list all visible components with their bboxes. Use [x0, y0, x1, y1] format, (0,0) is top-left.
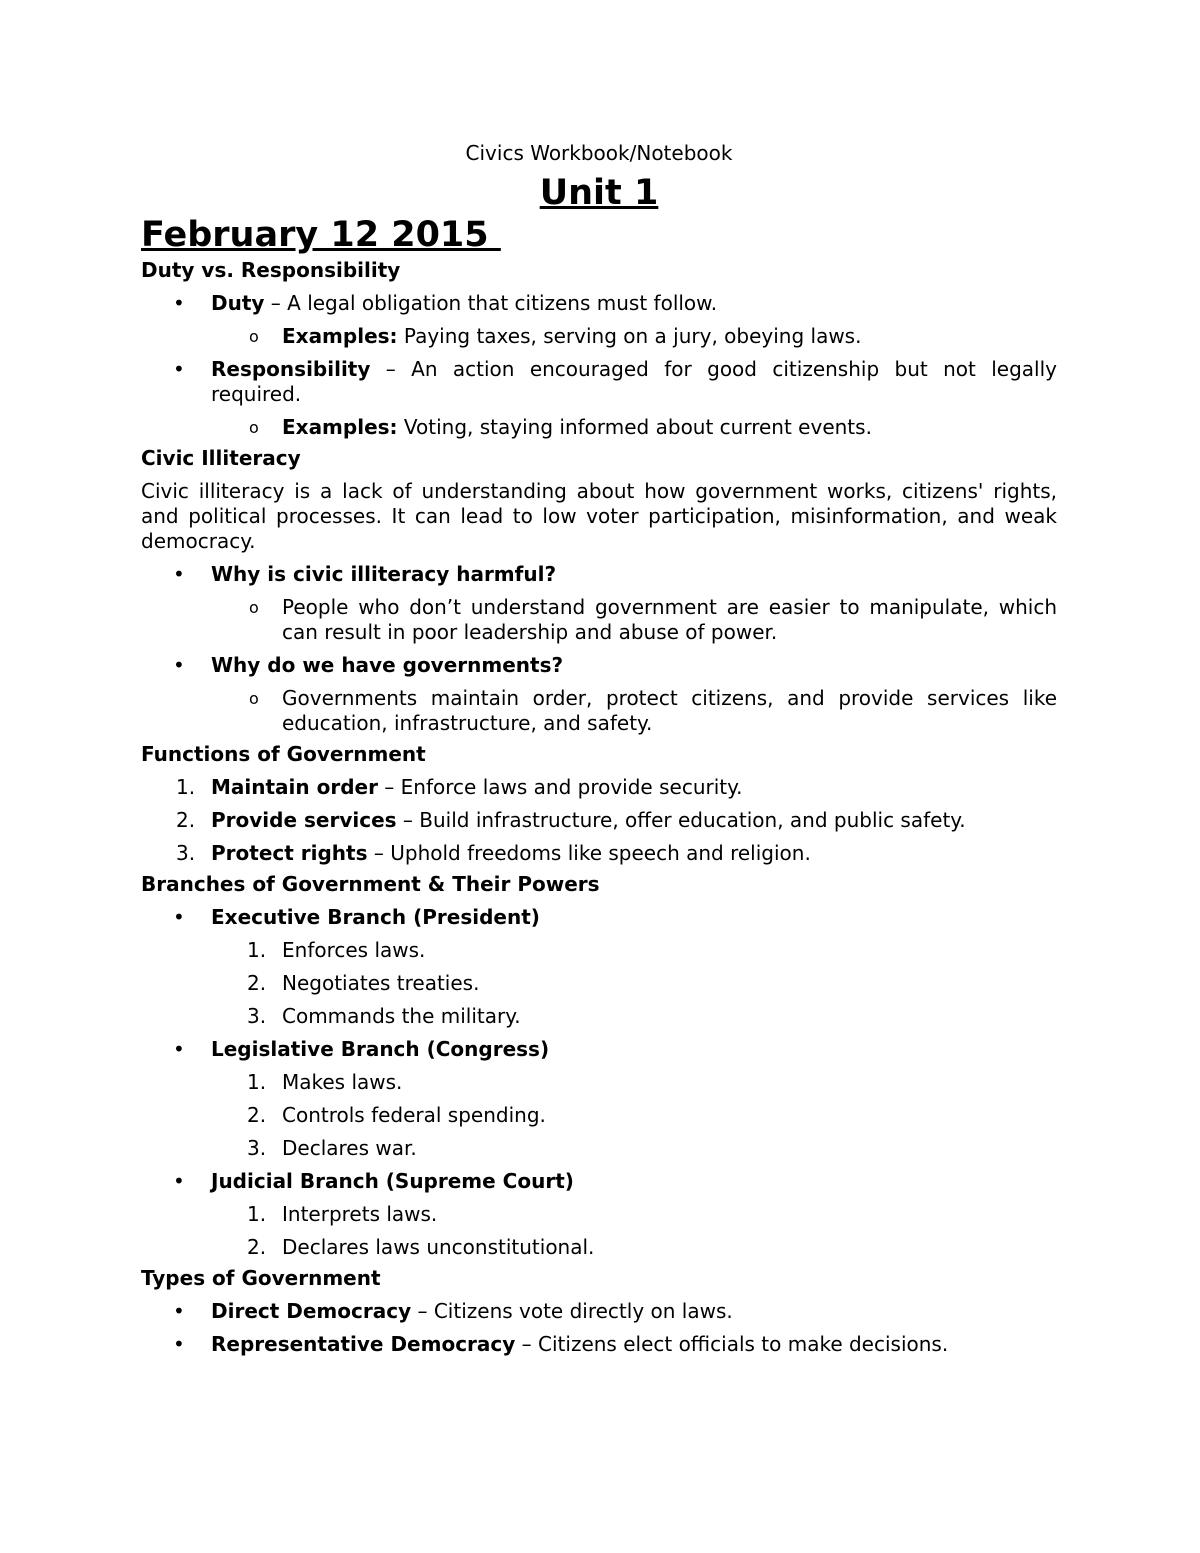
term: Duty: [211, 291, 265, 315]
number-marker: 2.: [247, 971, 267, 995]
power-item: [141, 971, 1057, 996]
branches-list: [141, 905, 1057, 1260]
list-item: [141, 653, 1057, 736]
number-marker: 1.: [247, 938, 267, 962]
power-text: Declares war.: [282, 1136, 417, 1160]
document-title: Civics Workbook/Notebook: [465, 141, 733, 165]
term: Protect rights: [211, 841, 368, 865]
number-marker: 1.: [247, 1202, 267, 1226]
sub-list: [141, 415, 1057, 440]
illiteracy-list: [141, 562, 1057, 736]
number-marker: 3.: [247, 1004, 267, 1028]
definition: – Citizens vote directly on laws.: [411, 1299, 733, 1323]
bullet-marker: •: [173, 1037, 185, 1061]
section-heading-types: Types of Government: [141, 1266, 381, 1290]
list-item: [141, 1332, 1057, 1357]
powers-list: [141, 938, 1057, 1029]
term: Representative Democracy: [211, 1332, 516, 1356]
sub-bullet-marker: o: [249, 689, 259, 708]
bullet-marker: •: [173, 653, 185, 677]
power-item: [141, 938, 1057, 963]
number-marker: 3.: [247, 1136, 267, 1160]
list-item: [141, 357, 1057, 440]
sub-list-item: [141, 595, 1057, 645]
definition: – Uphold freedoms like speech and religion.: [367, 841, 811, 865]
definition: – A legal obligation that citizens must follow.: [264, 291, 718, 315]
question: Why is civic illiteracy harmful?: [211, 562, 557, 586]
power-text: Interprets laws.: [282, 1202, 438, 1226]
definition: – Enforce laws and provide security.: [377, 775, 743, 799]
duty-list: [141, 291, 1057, 440]
definition: – An action encouraged for good citizenship but not legally required.: [211, 357, 1057, 406]
number-marker: 1.: [247, 1070, 267, 1094]
list-item: [141, 808, 1057, 833]
power-text: Makes laws.: [282, 1070, 403, 1094]
definition: – Build infrastructure, offer education, and public safety.: [396, 808, 966, 832]
sub-list-item: [141, 415, 1057, 440]
list-item: [141, 562, 1057, 645]
power-item: [141, 1136, 1057, 1161]
answer: People who don’t understand government are easier to manipulate, which can result in poor leadership and abuse of power.: [282, 595, 1057, 644]
term: Provide services: [211, 808, 397, 832]
sub-list-item: [141, 324, 1057, 349]
section-heading-functions: Functions of Government: [141, 742, 426, 766]
sub-list: [141, 324, 1057, 349]
sub-bullet-marker: o: [249, 598, 259, 617]
bullet-marker: •: [173, 562, 185, 586]
date-heading: February 12 2015: [141, 215, 501, 255]
sub-term: Examples:: [282, 324, 398, 348]
power-text: Enforces laws.: [282, 938, 426, 962]
bullet-marker: •: [173, 905, 185, 929]
bullet-marker: •: [173, 1299, 185, 1323]
sub-text: Voting, staying informed about current events.: [397, 415, 872, 439]
bullet-marker: •: [173, 1169, 185, 1193]
functions-list: [141, 775, 1057, 866]
section-heading-branches: Branches of Government & Their Powers: [141, 872, 600, 896]
branch-name: Legislative Branch (Congress): [211, 1037, 550, 1061]
document-page: [141, 140, 1057, 1357]
types-list: [141, 1299, 1057, 1357]
illiteracy-paragraph: Civic illiteracy is a lack of understanding about how government works, citizens' rights, and political processes. It can lead to low voter participation, misinformation, and weak democracy.: [141, 479, 1057, 553]
list-item: [141, 905, 1057, 1029]
list-item: [141, 1169, 1057, 1260]
question: Why do we have governments?: [211, 653, 564, 677]
term: Direct Democracy: [211, 1299, 412, 1323]
power-item: [141, 1235, 1057, 1260]
bullet-marker: •: [173, 357, 185, 381]
answer: Governments maintain order, protect citizens, and provide services like education, infrastructure, and safety.: [282, 686, 1057, 735]
power-text: Controls federal spending.: [282, 1103, 546, 1127]
power-item: [141, 1070, 1057, 1095]
list-item: [141, 775, 1057, 800]
bullet-marker: •: [173, 291, 185, 315]
power-item: [141, 1202, 1057, 1227]
term: Maintain order: [211, 775, 378, 799]
power-item: [141, 1103, 1057, 1128]
sub-list: [141, 686, 1057, 736]
list-item: [141, 1037, 1057, 1161]
power-text: Commands the military.: [282, 1004, 521, 1028]
power-item: [141, 1004, 1057, 1029]
powers-list: [141, 1202, 1057, 1260]
sub-term: Examples:: [282, 415, 398, 439]
unit-title: Unit 1: [539, 173, 659, 213]
section-heading-duty: Duty vs. Responsibility: [141, 258, 401, 282]
branch-name: Judicial Branch (Supreme Court): [211, 1169, 574, 1193]
sub-list-item: [141, 686, 1057, 736]
number-marker: 2.: [176, 808, 196, 832]
sub-text: Paying taxes, serving on a jury, obeying laws.: [397, 324, 862, 348]
list-item: [141, 1299, 1057, 1324]
number-marker: 3.: [176, 841, 196, 865]
list-item: [141, 841, 1057, 866]
number-marker: 2.: [247, 1103, 267, 1127]
definition: – Citizens elect officials to make decisions.: [515, 1332, 949, 1356]
sub-bullet-marker: o: [249, 418, 259, 437]
sub-list: [141, 595, 1057, 645]
powers-list: [141, 1070, 1057, 1161]
list-item: [141, 291, 1057, 349]
bullet-marker: •: [173, 1332, 185, 1356]
power-text: Declares laws unconstitutional.: [282, 1235, 595, 1259]
number-marker: 1.: [176, 775, 196, 799]
term: Responsibility: [211, 357, 371, 381]
sub-bullet-marker: o: [249, 327, 259, 346]
branch-name: Executive Branch (President): [211, 905, 540, 929]
section-heading-illiteracy: Civic Illiteracy: [141, 446, 301, 470]
power-text: Negotiates treaties.: [282, 971, 480, 995]
number-marker: 2.: [247, 1235, 267, 1259]
